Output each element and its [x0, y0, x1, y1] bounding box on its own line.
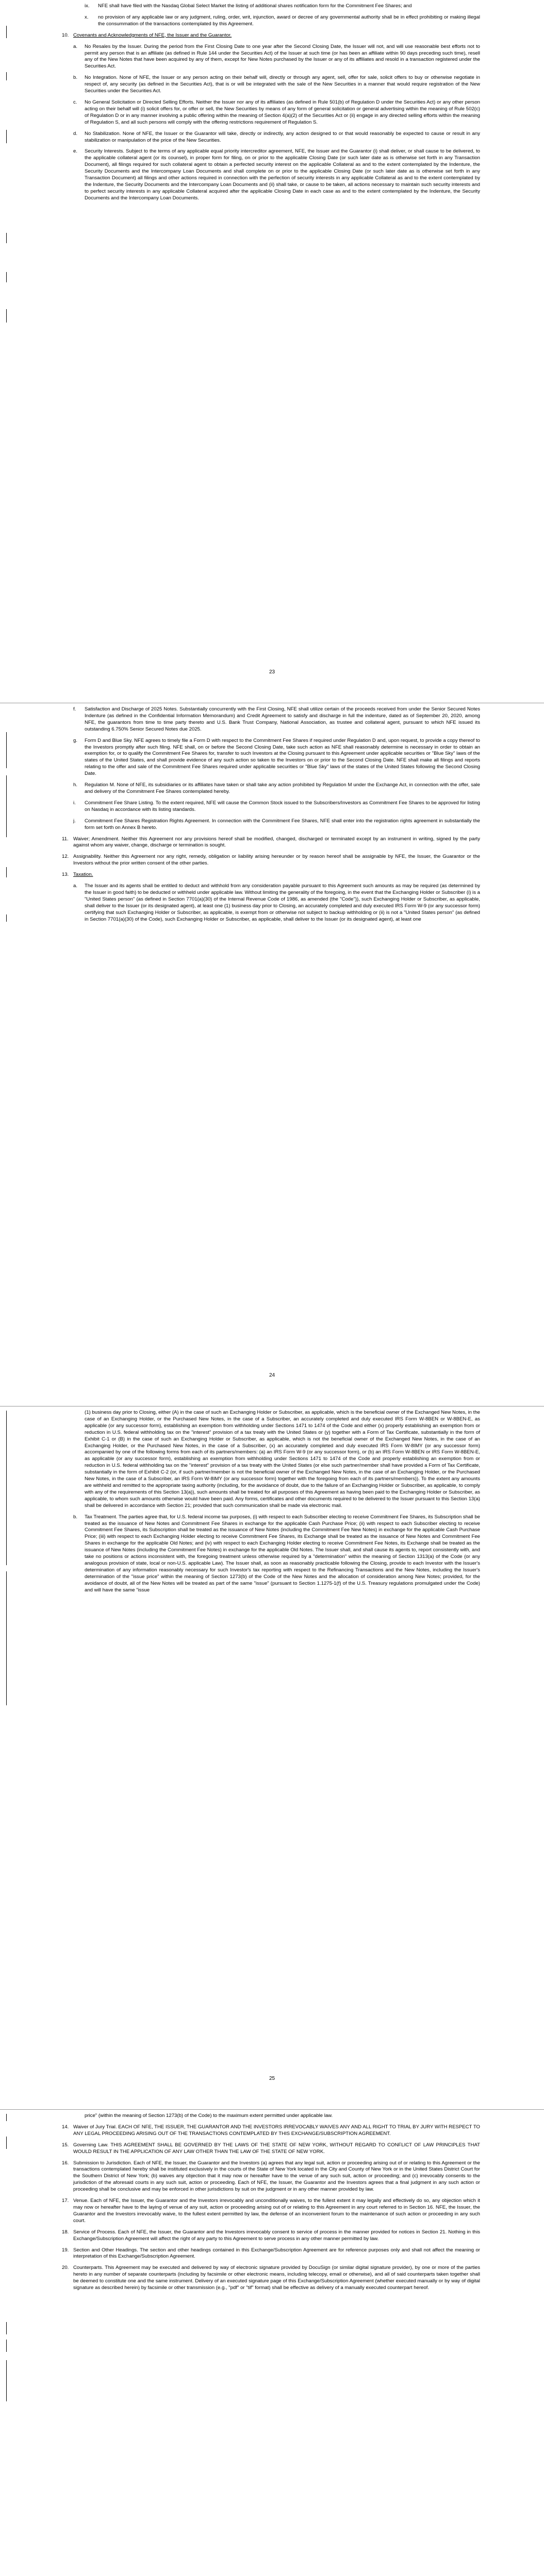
clause-number: a. [73, 43, 78, 49]
change-bar [6, 775, 7, 837]
clause-13-b-continued [62, 2113, 480, 2120]
clause-number: a. [73, 883, 78, 889]
clause-text: Commitment Fee Share Listing. To the extent required, NFE will cause the Common Stock issued to the Subscribers/Investors as Commitment Fee Shares to be approved for listing on Nasdaq in accordance with its listing standards. [85, 800, 480, 812]
clause-10-b [62, 75, 480, 95]
change-bar [6, 72, 7, 80]
clause-text: Satisfaction and Discharge of 2025 Notes. Substantially concurrently with the First Closing, NFE shall utilize certain of the proceeds received from under the Senior Secured Notes Indenture (as defined in the Confidential Information Memorandum) and Credit Agreement to satisfy and discharge in full the indenture, dated as of September 20, 2020, among NFE, the guarantors from time to time party thereto and U.S. Bank Trust Company, National Association, as trustee and collateral agent, pursuant to which NFE issued its outstanding 6.750% Senior Secured Notes due 2025. [85, 706, 480, 732]
clause-10-h [62, 782, 480, 795]
section-text: Service of Process. Each of NFE, the Issuer, the Guarantor and the Investors irrevocably consent to service of process in the manner provided for notices in Section 21. Nothing in this Exchange/Subscription Agreement will affect the right of any party to this Agreement to serve process in any other manner permitted by law. [73, 2229, 480, 2242]
change-bar [6, 2360, 7, 2401]
clause-number: x. [85, 14, 89, 20]
change-bar [6, 2114, 7, 2121]
clause-10-g [62, 738, 480, 777]
change-bar [6, 2340, 7, 2352]
section-15 [62, 2142, 480, 2156]
section-text: Venue. Each of NFE, the Issuer, the Guarantor and the Investors irrevocably and unconditionally waives, to the fullest extent it may legally and effectively do so, any objection which it may now or hereafter have to the laying of venue of any suit, action or proceeding arising out of or relating to this Agreement in any court referred to in Section 16. NFE, the Issuer, the Guarantor and the Investors irrevocably waive, to the fullest extent permitted by law, the defense of an inconvenient forum to the maintenance of such action or proceeding in any such court. [73, 2198, 480, 2224]
change-bar [6, 272, 7, 282]
change-bar [6, 2137, 7, 2149]
clause-number: g. [73, 737, 78, 743]
section-number: 19. [62, 2247, 69, 2253]
section-number: 11. [62, 836, 69, 842]
clause-text: NFE shall have filed with the Nasdaq Global Select Market the listing of additional shares notification form for the Commitment Fee Shares; and [98, 3, 412, 9]
document-page-23 [0, 0, 544, 703]
clause-text: No Resales by the Issuer. During the period from the First Closing Date to one year after the Second Closing Date, the Issuer will not, and will use reasonable best efforts not to permit any person that is an affiliate (as defined in Rule 144 under the Securities Act) of the Issuer at such time (or has been an affiliate within 90 days preceding such time), resell any of the New Notes that have been acquired by any of them, except for New Notes purchased by the Issuer or any of its affiliates and resold in a transaction registered under the Securities Act. [85, 43, 480, 70]
clause-9-ix [62, 3, 480, 10]
section-11 [62, 836, 480, 850]
clause-number: h. [73, 782, 78, 788]
clause-10-f [62, 706, 480, 733]
clause-text: Tax Treatment. The parties agree that, for U.S. federal income tax purposes, (i) with respect to each Subscriber electing to receive Commitment Fee Shares, its Subscription shall be treated as the issuance of New Notes and Commitment Fee Shares in exchange for the applicable Cash Purchase Price; (ii) with respect to each Subscriber electing to receive Commitment Fee Shares, its Subscription shall be treated as the issuance of New Notes (including the Commitment Fee New Notes) in exchange for the applicable Cash Purchase Price; (iii) with respect to each Exchanging Holder electing to receive Commitment Fee Shares, its Exchange shall be treated as the issuance of New Notes and Commitment Fee Shares in exchange for the applicable Old Notes; and (iv) with respect to each Exchanging Holder electing to receive Commitment Fee Notes, its Exchange shall be treated as the issuance of New Notes (including the Commitment Fee Notes) in exchange for the applicable Old Notes. The Issuer shall, and shall cause its agents to, report consistently with, and take no positions or actions inconsistent with, the foregoing treatment unless otherwise required by a "determination" within the meaning of Section 1313(a) of the Code (or any analogous provision of state, local or non-U.S. applicable Law). The Issuer shall, as soon as reasonably practicable following the Closing, provide to each Investor with the Issuer's determination of any information reasonably necessary for such Investor's tax reporting with respect to the Refinancing Transactions and the New Notes, including the Issuer's determination of the "issue price" within the meaning of Section 1273(b) of the Code of the New Notes and the allocation of consideration among New Notes; provided, for the avoidance of doubt, all of the New Notes will be treated as part of the same "issue" (pursuant to Section 1.1275-1(f) of the U.S. Treasury regulations promulgated under the Code) and will have the same "issue [85, 1514, 480, 1593]
clause-text: No Integration. None of NFE, the Issuer or any person acting on their behalf will, directly or through any agent, sell, offer for sale, solicit offers to buy or otherwise negotiate in respect of, any security (as defined in the Securities Act), that is or will be integrated with the sale of the New Securities in a manner that would require registration of the New Securities under the Securities Act. [85, 75, 480, 94]
change-bar [6, 1571, 7, 1705]
section-title: Taxation. [73, 872, 93, 878]
clause-text: Regulation M. None of NFE, its subsidiaries or its affiliates have taken or shall take any action prohibited by Regulation M under the Exchange Act, in connection with the offer, sale and delivery of the Commitment Fee Shares contemplated hereby. [85, 782, 480, 794]
page-number: 23 [269, 669, 275, 675]
page-number: 24 [269, 1372, 275, 1379]
clause-10-d [62, 131, 480, 144]
section-16 [62, 2160, 480, 2194]
section-13-heading [62, 872, 480, 878]
document-page-24 [0, 703, 544, 1406]
clause-text: Commitment Fee Shares Registration Rights Agreement. In connection with the Commitment Fee Shares, NFE shall enter into the registration rights agreement in substantially the form set forth on Annex B hereto. [85, 818, 480, 831]
section-20 [62, 2265, 480, 2292]
change-bar [6, 309, 7, 323]
section-text: Waiver of Jury Trial. EACH OF NFE, THE ISSUER, THE GUARANTOR AND THE INVESTORS IRREVOCABLY WAIVES ANY AND ALL RIGHT TO TRIAL BY JURY WITH RESPECT TO ANY LEGAL PROCEEDING ARISING OUT OF THE TRANSACTIONS CONTEMPLATED BY THIS EXCHANGE/SUBSCRIPTION AGREEMENT. [73, 2124, 480, 2137]
section-number: 18. [62, 2229, 69, 2235]
clause-number: ix. [85, 3, 90, 9]
clause-10-e [62, 148, 480, 201]
clause-number: i. [73, 800, 76, 806]
section-number: 13. [62, 872, 69, 878]
clause-text: Form D and Blue Sky. NFE agrees to timely file a Form D with respect to the Commitment Fee Shares if required under Regulation D and, upon request, to provide a copy thereof to the Investors promptly after such filing. NFE shall, on or before the Second Closing Date, take such action as NFE shall reasonably determine is necessary in order to obtain an exemption for, or to qualify the Commitment Fee Shares for, transfer to such Investors at the Closing pursuant to this Agreement under applicable securities or "Blue Sky" laws of the states of the United States, and shall provide evidence of any such action so taken to the Investors on or prior to the Second Closing Date. NFE shall make all filings and reports relating to the offer and sale of the Commitment Fee Shares required under applicable securities or "Blue Sky" laws of the states of the United States following the Second Closing Date. [85, 737, 480, 777]
clause-10-c [62, 99, 480, 126]
clause-13-b [62, 1514, 480, 1594]
clause-text: The Issuer and its agents shall be entitled to deduct and withhold from any consideration payable pursuant to this Agreement such amounts as may be required (as determined by the Issuer in good faith) to be deducted or withheld under applicable law. Without limiting the generality of the foregoing, in the event that the Exchanging Holder or Subscriber (i) is a "United States person" (as defined in Section 7701(a)(30) of the Internal Revenue Code of 1986, as amended (the "Code")), such Exchanging Holder or Subscriber, as applicable, shall deliver to the Issuer (or its designated agent), at least one (1) business day prior to Closing, an accurately completed and duly executed IRS Form W-9 (or any successor form) certifying that such Exchanging Holder or Subscriber, as applicable, is exempt from or otherwise not subject to backup withholding or (ii) is not a "United States person" (as defined in Section 7701(a)(30) of the Code), such Exchanging Holder or Subscriber, as applicable, shall deliver to the Issuer (or its designated agent), at least one [85, 883, 480, 922]
clause-10-j [62, 818, 480, 832]
clause-text: (1) business day prior to Closing, either (A) in the case of such an Exchanging Holder or Subscriber, as applicable, which is the beneficial owner of the Exchanged New Notes, in the case of an Exchanging Holder, or the Purchased New Notes, in the case of a Subscriber, an accurately completed and duly executed IRS Form W-8BEN or W-8BEN-E, as applicable (or any successor form), establishing an exemption from withholding under Sections 1471 to 1474 of the Code and either (x) properly establishing an exemption from or reduction in U.S. federal withholding tax on the "interest" provision of a tax treaty with the United States or (y) together with a Form of Tax Certificate, substantially in the form of Exhibit C-1 or (B) in the case of such an Exchanging Holder or Subscriber, as applicable, which is not the beneficial owner of the Exchanged New Notes, in the case of an Exchanging Holder, or the Purchased New Notes, in the case of a Subscriber, (x) an accurately completed and duly executed IRS Form W-8IMY (or any successor form) accompanied by one of the following forms from each of its partners/members: (a) an IRS Form W-9 (or any successor form), or (b) an IRS Form W-8BEN or IRS Form W-8BEN-E, as applicable (or any successor form), establishing an exemption from withholding under Sections 1471 to 1474 of the Code and properly establishing an exemption from or reduction in U.S. federal withholding tax on the "interest" provision of a tax treaty with the United States (or else such partner/member shall have provided a Form of Tax Certificate, substantially in the form of Exhibit C-2 (or, if such partner/member is not the beneficial owner of the Exchanged New Notes, in the case of an Exchanging Holder, or the Purchased New Notes, in the case of a Subscriber, an IRS Form W-8IMY (or any successor form) together with the foregoing from each of its partners/members)). To the extent any amounts are withheld and remitted to the appropriate taxing authority (including, for the avoidance of doubt, due to the failure of an Exchanging Holder or Subscriber, as applicable, to comply with any of the requirements of this Section 13(a)), such amounts shall be treated for all purposes of this Agreement as having been paid to the Exchanging Holder or Subscriber, as applicable, to whom such amounts otherwise would have been paid. Any forms, certificates and other documents required to be delivered to the Issuer pursuant to this Section 13(a) shall be delivered in accordance with Section 21; provided that such communication shall be made via electronic mail. [85, 1410, 480, 1509]
section-14 [62, 2124, 480, 2138]
clause-number: c. [73, 99, 77, 105]
section-17 [62, 2198, 480, 2225]
clause-number: f. [73, 706, 76, 712]
clause-text: Security Interests. Subject to the terms of any applicable equal priority intercreditor agreement, NFE, the Issuer and the Guarantor (i) shall deliver, or shall cause to be delivered, to the applicable collateral agent (or its counsel), in proper form for filing, on or prior to the applicable Closing Date (or such later date as is otherwise set forth in any Transaction Document), all filings required for such collateral agent to obtain a perfected security interest on the applicable Collateral as and to the extent contemplated by the Indenture, the Security Documents and the Intercompany Loan Documents and shall complete on or prior to the applicable Closing Date (or such later date as is otherwise set forth in any Transaction Document) all filings and other actions required in connection with the perfection of security interests in any applicable Collateral as and to the extent contemplated by the Indenture, the Security Documents and the Intercompany Loan Documents and (ii) shall take, or cause to be taken, all actions necessary to maintain such security interests and to perfect security interests in any applicable Collateral acquired after the applicable Closing Date in each case as and to the extent contemplated by the Indenture, the Security Documents and the Intercompany Loan Documents. [85, 148, 480, 201]
section-number: 20. [62, 2265, 69, 2271]
section-number: 10. [62, 32, 69, 38]
section-number: 15. [62, 2142, 69, 2148]
clause-13-a-continued [62, 1410, 480, 1510]
section-text: Section and Other Headings. The section and other headings contained in this Exchange/Subscription Agreement are for reference purposes only and shall not affect the meaning or interpretation of this Exchange/Subscription Agreement. [73, 2247, 480, 2260]
clause-10-a [62, 44, 480, 71]
change-bar [6, 2322, 7, 2334]
change-bar [6, 26, 7, 38]
section-number: 16. [62, 2160, 69, 2166]
clause-number: d. [73, 130, 78, 137]
clause-text: price" (within the meaning of Section 1273(b) of the Code) to the maximum extent permitted under applicable law. [85, 2113, 333, 2119]
section-text: Assignability. Neither this Agreement nor any right, remedy, obligation or liability arising hereunder or by reason hereof shall be assignable by NFE, the Issuer, the Guarantor or the Investors without the prior written consent of the other parties. [73, 854, 480, 867]
section-number: 17. [62, 2198, 69, 2204]
clause-text: no provision of any applicable law or any judgment, ruling, order, writ, injunction, award or decree of any governmental authority shall be in effect prohibiting or making illegal the consummation of the transactions contemplated by this Agreement. [98, 14, 480, 27]
change-bar [6, 233, 7, 243]
section-18 [62, 2229, 480, 2243]
clause-number: b. [73, 75, 78, 81]
document-page-26 [0, 2110, 544, 2576]
document-page-25 [0, 1406, 544, 2110]
change-bar [6, 130, 7, 143]
section-text: Submission to Jurisdiction. Each of NFE, the Issuer, the Guarantor and the Investors (a) agrees that any legal suit, action or proceeding arising out of or relating to this Agreement or the transactions contemplated hereby shall be instituted exclusively in the courts of the State of New York located in the City and County of New York or in the United States District Court for the Southern District of New York; (b) waives any objection that it may now or hereafter have to the venue of any such suit, action or proceeding; and (c) irrevocably consents to the jurisdiction of the aforesaid courts in any such suit, action or proceeding. Each of NFE, the Issuer, the Guarantor and the Investors agrees that a final judgment in any such action or proceeding shall be conclusive and may be enforced in other jurisdictions by suit on the judgment or in any other manner provided by law. [73, 2160, 480, 2193]
clause-number: e. [73, 148, 78, 155]
section-number: 12. [62, 854, 69, 860]
section-text: Waiver; Amendment. Neither this Agreement nor any provisions hereof shall be modified, changed, discharged or terminated except by an instrument in writing, signed by the party against whom any waiver, change, discharge or termination is sought. [73, 836, 480, 849]
clause-10-i [62, 800, 480, 814]
clause-text: No Stabilization. None of NFE, the Issuer or the Guarantor will take, directly or indirectly, any action designed to or that would reasonably be expected to cause or result in any stabilization or manipulation of the price of the New Securities. [85, 130, 480, 143]
clause-text: No General Solicitation or Directed Selling Efforts. Neither the Issuer nor any of its affiliates (as defined in Rule 501(b) of Regulation D under the Securities Act) or any other person acting on their behalf will (i) solicit offers for, or offer or sell, the New Securities by means of any form of general solicitation or general advertising within the meaning of Rule 502(c) of Regulation D or in any manner involving a public offering within the meaning of Section 4(a)(2) of the Securities Act or (ii) engage in any directed selling efforts within the meaning of Regulation S, and all such persons will comply with the offering restrictions requirement of Regulation S. [85, 99, 480, 125]
section-text: Counterparts. This Agreement may be executed and delivered by way of electronic signature provided by DocuSign (or similar digital signature provider), by one or more of the parties hereto in any number of separate counterparts (including by facsimile or other electronic means, including telecopy, email or otherwise), and all of said counterparts taken together shall be deemed to constitute one and the same instrument. Delivery of an executed signature page of this Exchange/Subscription Agreement (whether executed manually or by way of digital signature as described herein) by facsimile or other transmission (e.g., "pdf" or "tif" format) shall be effective as delivery of a manually executed counterpart hereof. [73, 2265, 480, 2291]
change-bar [6, 732, 7, 768]
clause-number: b. [73, 1514, 78, 1520]
section-number: 14. [62, 2124, 69, 2130]
change-bar [6, 914, 7, 922]
section-12 [62, 854, 480, 867]
change-bar [6, 1411, 7, 1565]
section-title: Covenants and Acknowledgments of NFE, the Issuer and the Guarantor. [73, 32, 232, 38]
change-bar [6, 867, 7, 877]
clause-number: j. [73, 818, 76, 824]
clause-13-a [62, 883, 480, 923]
page-number: 25 [269, 2076, 275, 2082]
clause-9-x [62, 14, 480, 28]
section-19 [62, 2247, 480, 2261]
section-text: Governing Law. THIS AGREEMENT SHALL BE GOVERNED BY THE LAWS OF THE STATE OF NEW YORK, WITHOUT REGARD TO CONFLICT OF LAW PRINCIPLES THAT WOULD RESULT IN THE APPLICATION OF ANY LAW OTHER THAN THE LAW OF THE STATE OF NEW YORK. [73, 2142, 480, 2155]
section-10-heading [62, 32, 480, 39]
